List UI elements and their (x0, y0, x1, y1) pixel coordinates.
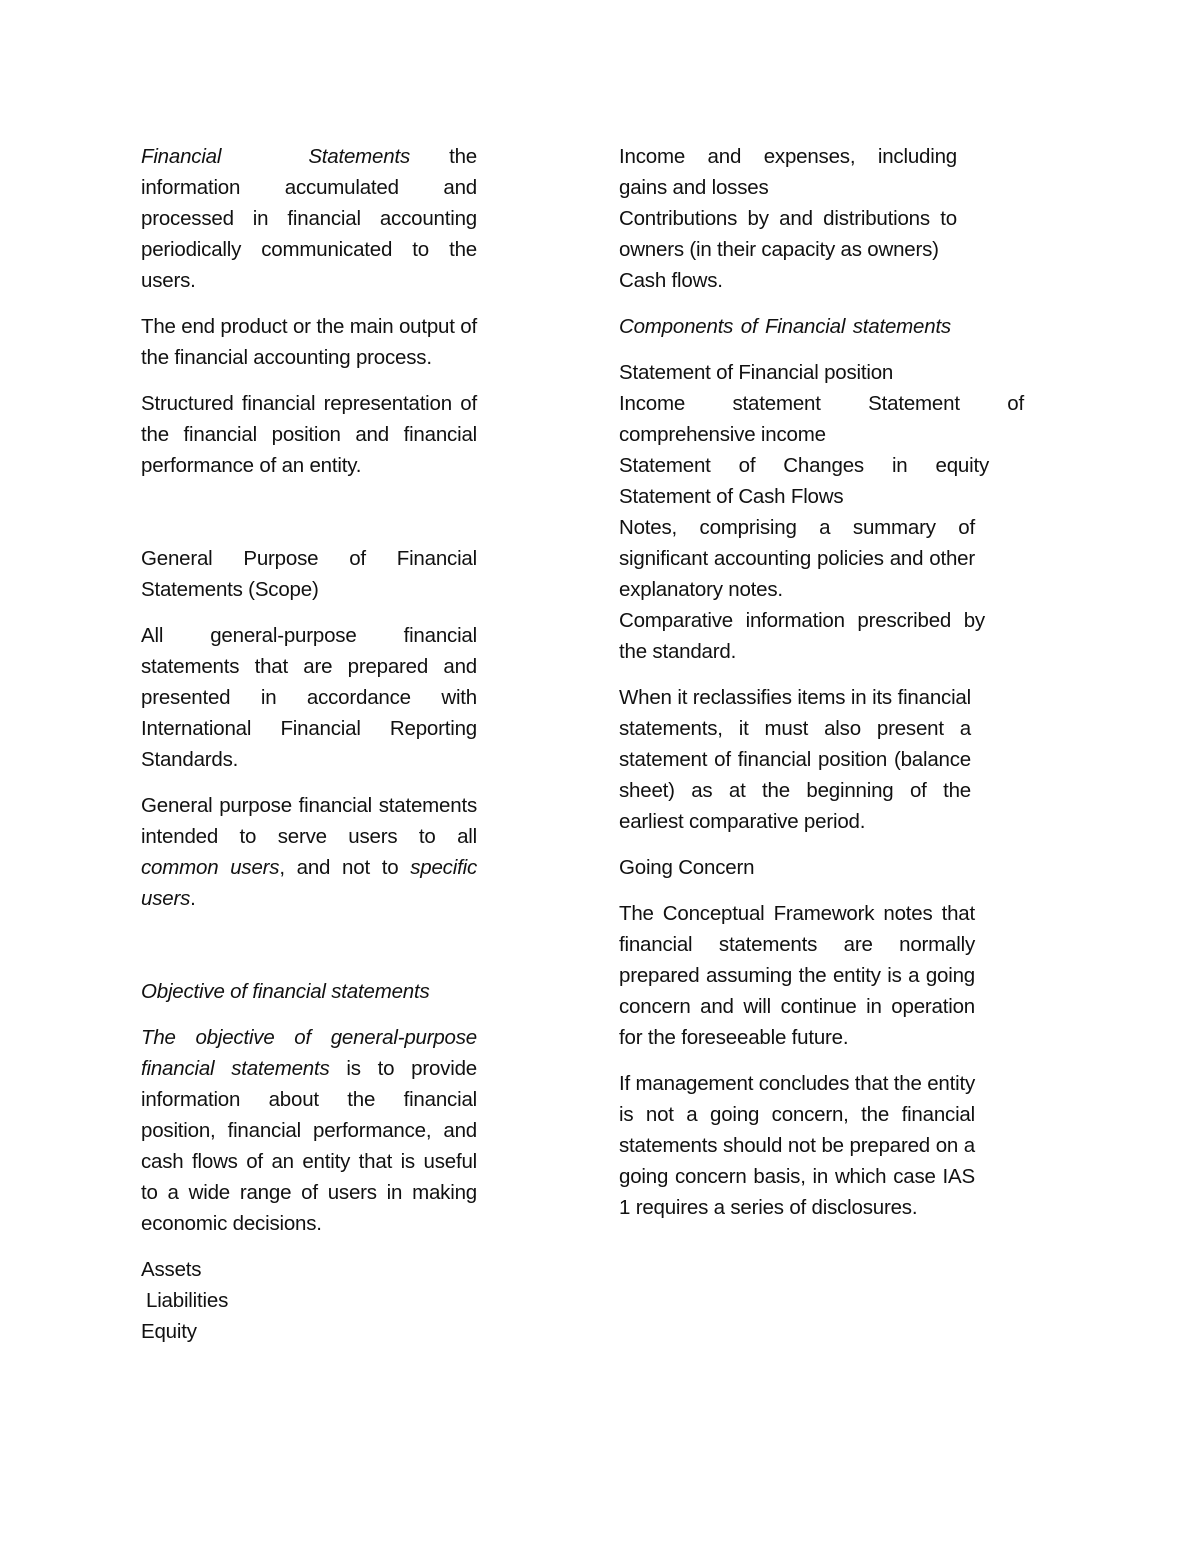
common-users-text-a: General purpose financial statements intended to serve users to all (141, 794, 477, 848)
list-item-liabilities: Liabilities (146, 1289, 229, 1312)
specific-users-term: specific users (141, 856, 477, 910)
left-column (141, 141, 477, 1347)
going-concern-heading: Going Concern (619, 856, 755, 879)
going-concern-paragraph: The Conceptual Framework notes that financial statements are normally prepared assuming the entity is a going concern and will continue in operation for the foreseeable future. (619, 902, 975, 1049)
structured-representation-paragraph: Structured financial representation of the financial position and financial performance of an entity. (141, 392, 477, 477)
components-heading (619, 311, 951, 342)
list-item-contributions: Contributions by and distributions to owners (in their capacity as owners) (619, 207, 957, 261)
not-going-concern-paragraph: If management concludes that the entity is not a going concern, the financial statements should not be prepared on a going concern basis, in which case IAS 1 requires a series of disclosures. (619, 1072, 975, 1219)
component-changes-in-equity: Statement of Changes in equity (619, 454, 989, 477)
definition-paragraph (141, 141, 477, 296)
components-heading-text: Components of Financial statements (619, 315, 951, 338)
objective-heading-text: Objective of financial statements (141, 980, 430, 1003)
scope-paragraph: All general-purpose financial statements that are prepared and presented in accordance with International Financial Reporting Standards. (141, 624, 477, 771)
objective-heading (141, 976, 477, 1007)
component-comparative: Comparative information prescribed by the standard. (619, 609, 985, 663)
term-financial-statements: Financial Statements (141, 145, 411, 168)
scope-heading: General Purpose of Financial Statements (Scope) (141, 547, 477, 601)
objective-term: The objective of general-purpose financial statements (141, 1026, 477, 1080)
common-users-paragraph (141, 790, 477, 914)
component-financial-position: Statement of Financial position (619, 361, 894, 384)
reclassification-paragraph: When it reclassifies items in its financial statements, it must also present a statement of financial position (balance sheet) as at the beginning of the earliest comparative period. (619, 686, 971, 833)
list-item-income-expenses: Income and expenses, including gains and losses (619, 145, 957, 199)
definition-text: the information accumulated and processed in financial accounting periodically communicated to the users. (141, 145, 477, 292)
list-item-cash-flows: Cash flows. (619, 269, 723, 292)
objective-paragraph (141, 1022, 477, 1239)
end-product-paragraph: The end product or the main output of the financial accounting process. (141, 315, 477, 369)
list-item-equity: Equity (141, 1320, 197, 1343)
objective-text: is to provide information about the financial position, financial performance, and cash flows of an entity that is useful to a wide range of users in making economic decisions. (141, 1057, 477, 1235)
component-income-statement: Income statement Statement of comprehensive income (619, 392, 1024, 446)
component-cash-flows: Statement of Cash Flows (619, 485, 844, 508)
common-users-term: common users (141, 856, 280, 879)
common-users-text-e: . (190, 887, 196, 910)
list-item-assets: Assets (141, 1258, 202, 1281)
common-users-text-c: , and not to (279, 856, 411, 879)
right-column (619, 141, 1024, 1223)
component-notes: Notes, comprising a summary of significant accounting policies and other explanatory notes. (619, 516, 975, 601)
